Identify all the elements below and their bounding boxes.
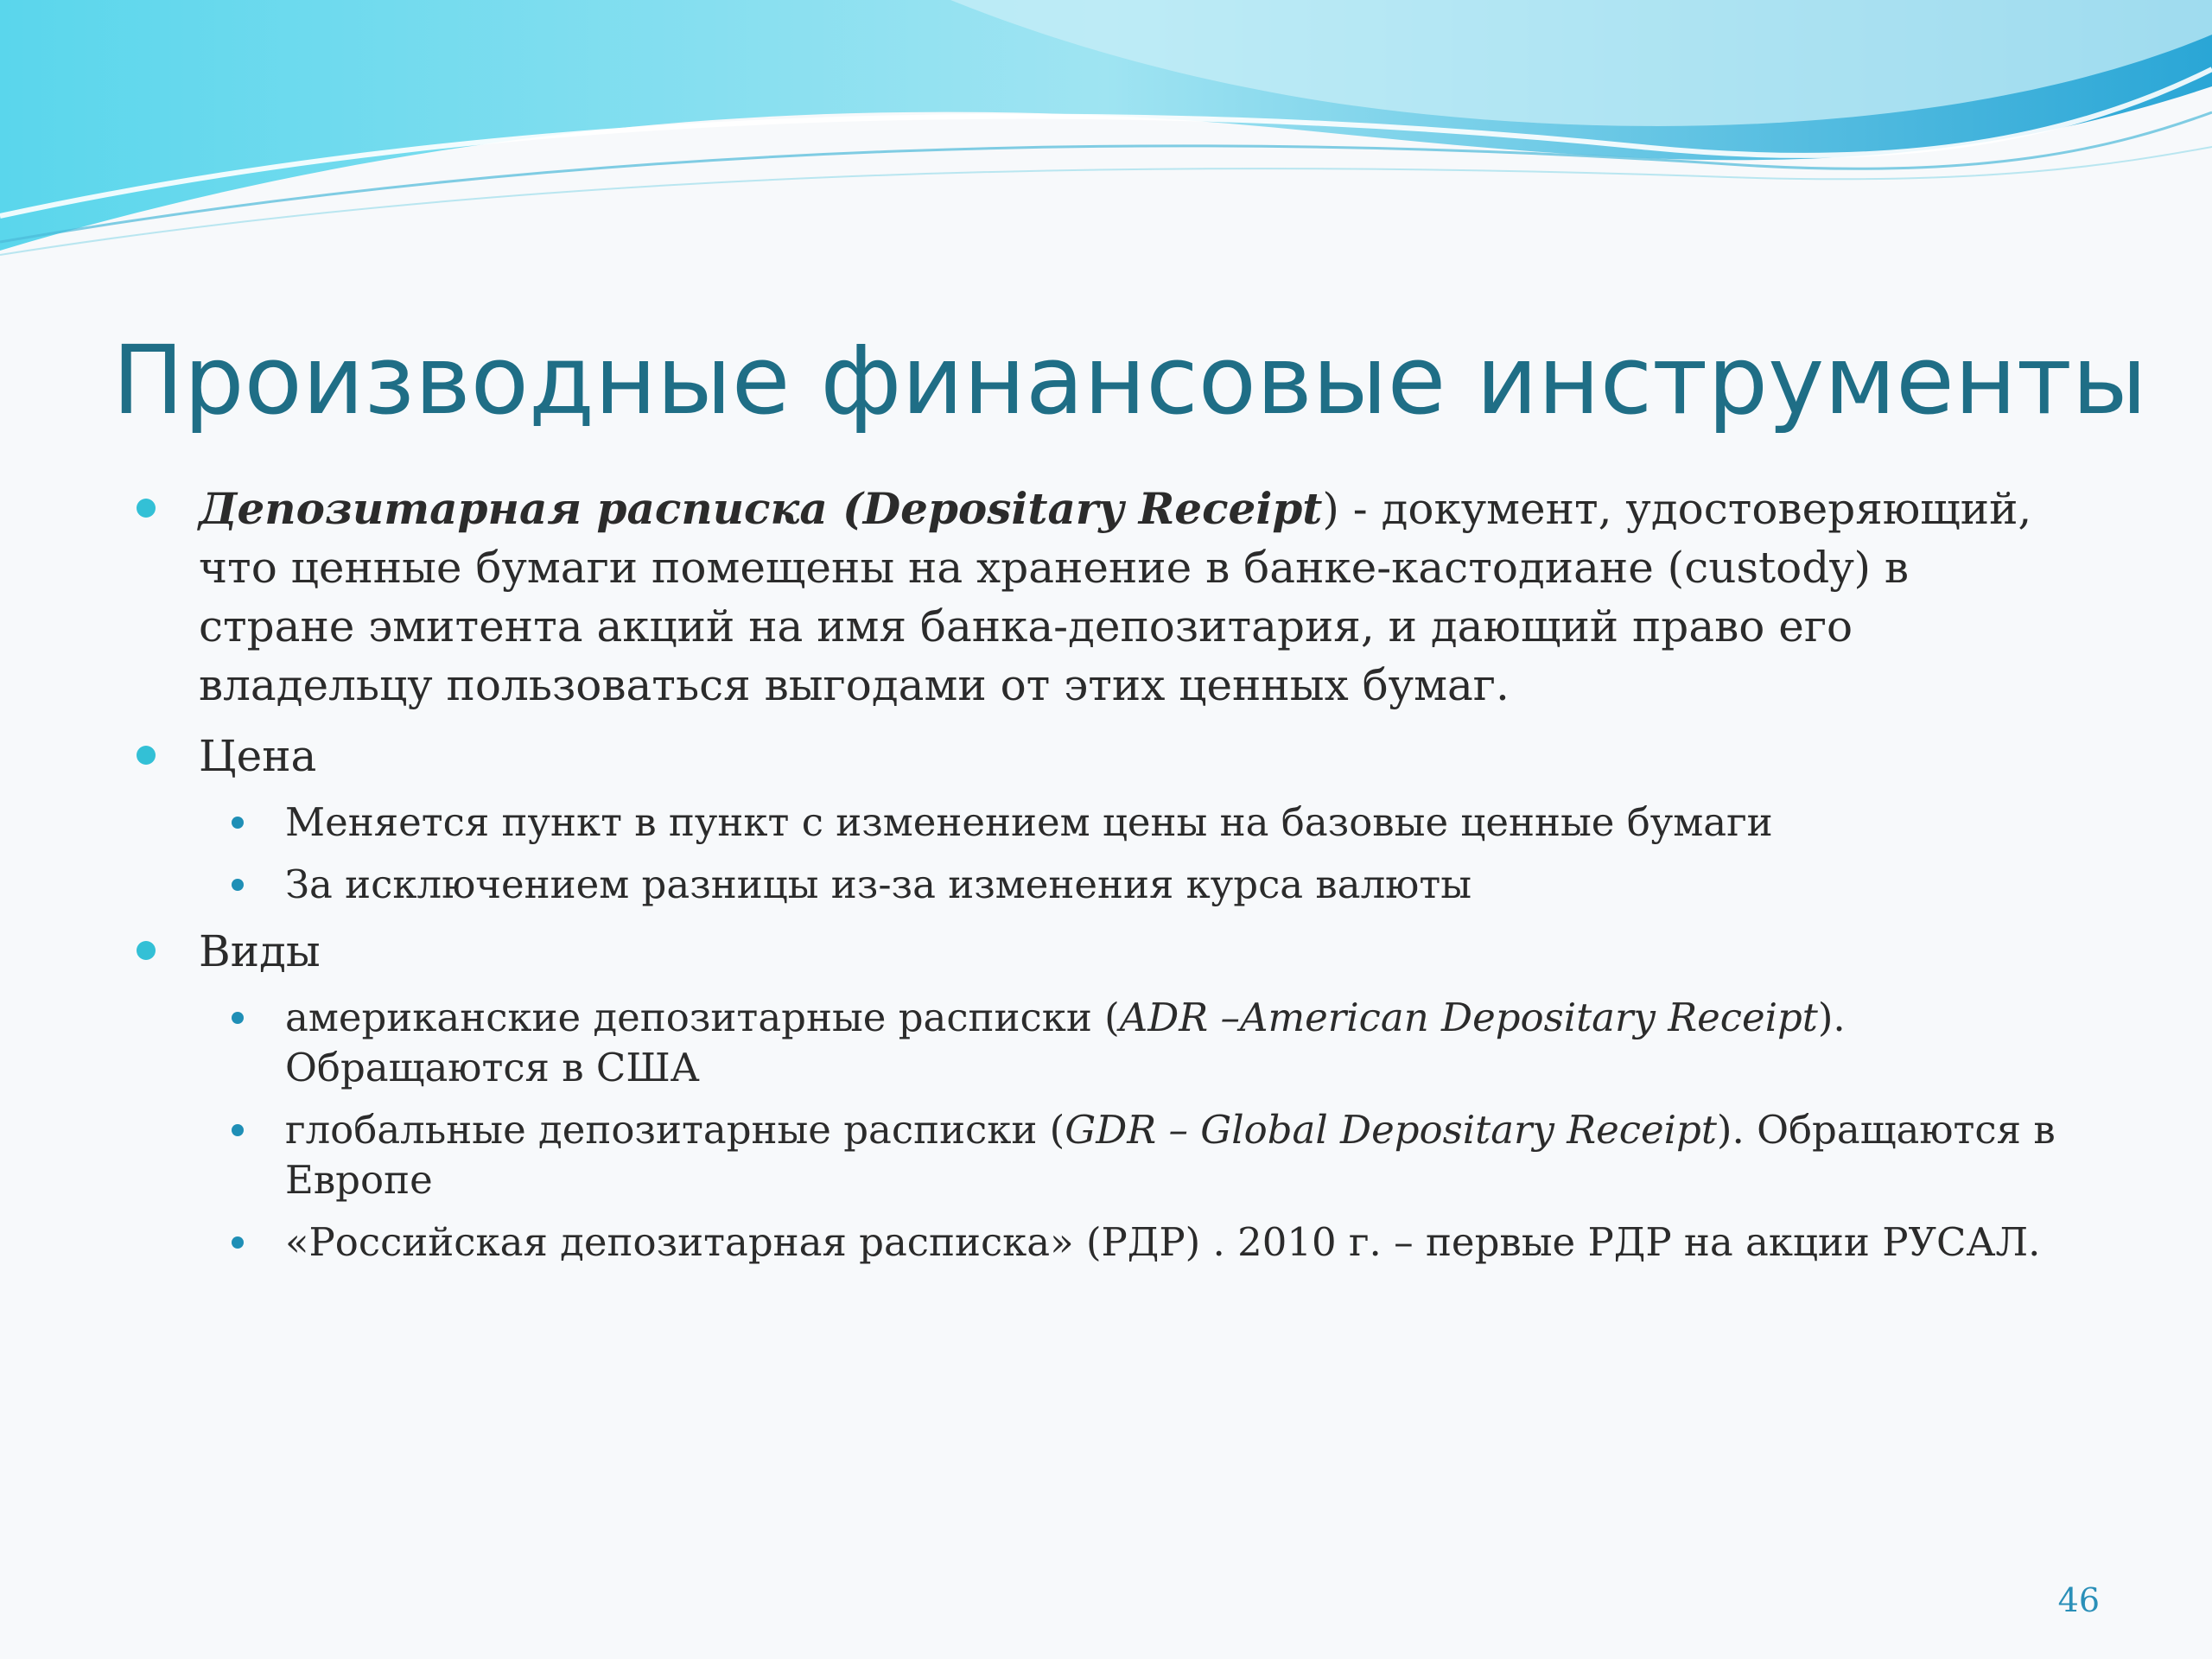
sub-bullet-price-2: [130, 860, 2065, 910]
adr-italic: ADR –American Depositary Receipt: [1119, 995, 1818, 1040]
bullet-dot-icon: [137, 499, 156, 518]
sub-bullet-dot-icon: [232, 817, 244, 829]
sub-bullet-dot-icon: [232, 879, 244, 891]
bullet-dot-icon: [137, 941, 156, 960]
bullet-price: [130, 727, 2065, 785]
sub-bullet-dot-icon: [232, 1124, 244, 1136]
slide-content: [130, 480, 2065, 1280]
sub-bullet-adr: [130, 993, 2065, 1093]
adr-suffix: ). Обращаются в США: [285, 995, 1846, 1090]
bullet-depositary-receipt: [130, 480, 2065, 715]
slide-title: Производные финансовые инструменты: [112, 325, 2147, 435]
price-item-2: За исключением разницы из-за изменения курса валюты: [285, 861, 1472, 907]
gdr-suffix: ). Обращаются в Европе: [285, 1107, 2056, 1203]
rdr-text: «Российская депозитарная расписка» (РДР) . 2010 г. – первые РДР на акции РУСАЛ.: [285, 1219, 2041, 1265]
gdr-prefix: глобальные депозитарные расписки (: [285, 1107, 1065, 1153]
depositary-term: Депозитарная расписка (Depositary Receipt: [199, 483, 1323, 534]
sub-bullet-rdr: [130, 1217, 2065, 1268]
depositary-definition: - документ, удостоверяющий, что ценные бумаги помещены на хранение в банке-кастодиане (custody) в стране эмитента акций на имя банка-депозитария, и дающий право его владельцу пользоваться выгодами от этих ценных бумаг.: [199, 484, 2032, 710]
price-label: Цена: [199, 731, 317, 781]
types-label: Виды: [199, 926, 321, 976]
gdr-italic: GDR – Global Depositary Receipt: [1065, 1107, 1717, 1153]
adr-prefix: американские депозитарные расписки (: [285, 995, 1120, 1040]
depositary-close-paren: ): [1322, 484, 1339, 534]
sub-bullet-dot-icon: [232, 1236, 244, 1249]
header-wave-decoration: [0, 0, 2212, 285]
sub-bullet-gdr: [130, 1105, 2065, 1205]
sub-bullet-price-1: [130, 798, 2065, 848]
sub-bullet-dot-icon: [232, 1012, 244, 1024]
bullet-dot-icon: [137, 746, 156, 765]
page-number: 46: [2057, 1581, 2100, 1619]
price-item-1: Меняется пункт в пункт с изменением цены на базовые ценные бумаги: [285, 799, 1773, 845]
bullet-types: [130, 922, 2065, 981]
